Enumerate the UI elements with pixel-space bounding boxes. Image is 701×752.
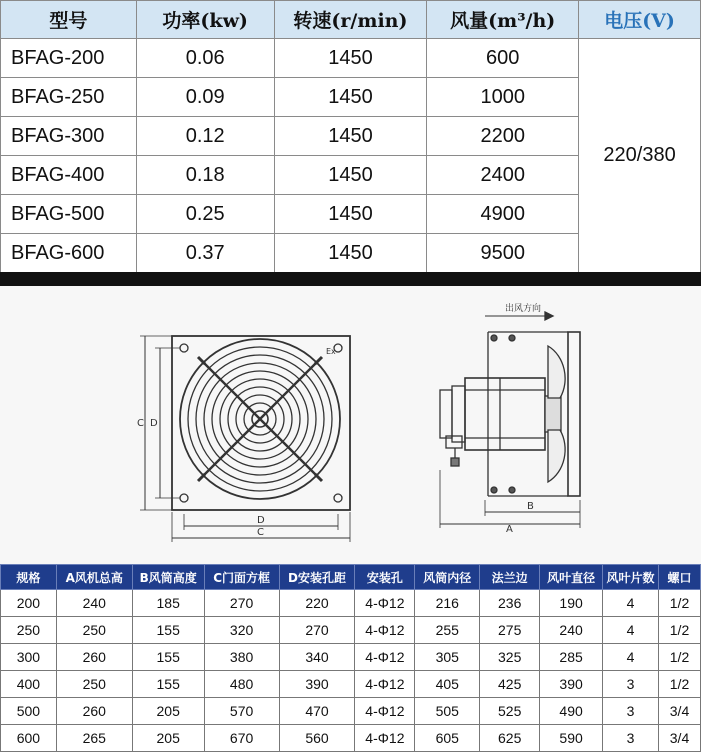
dim-header-flange: 法兰边	[480, 565, 540, 590]
dimension-row	[1, 698, 701, 725]
spec-header-row	[1, 1, 701, 39]
dimension-cell: 490	[540, 698, 603, 725]
dimension-row	[1, 644, 701, 671]
junction-box	[440, 390, 452, 438]
dim-header-b: B风筒高度	[132, 565, 204, 590]
dimension-cell: 240	[540, 617, 603, 644]
spec-table-section	[0, 0, 701, 272]
label-d-horizontal: D	[257, 515, 265, 526]
label-b: B	[527, 501, 534, 512]
spec-cell-power: 0.09	[136, 78, 274, 117]
dimension-cell: 155	[132, 644, 204, 671]
dimension-row	[1, 590, 701, 617]
dimension-cell: 240	[56, 590, 132, 617]
dimension-cell: 4-Φ12	[355, 617, 415, 644]
dimension-header-row	[1, 565, 701, 590]
dimension-row	[1, 671, 701, 698]
dim-header-blade-count: 风叶片数	[603, 565, 659, 590]
section-divider	[0, 272, 701, 286]
dimension-cell: 390	[540, 671, 603, 698]
dimension-cell: 4-Φ12	[355, 671, 415, 698]
dimension-cell: 570	[204, 698, 279, 725]
dimension-cell: 260	[56, 644, 132, 671]
spec-cell-speed: 1450	[274, 78, 427, 117]
spec-cell-speed: 1450	[274, 156, 427, 195]
dimension-cell: 250	[56, 617, 132, 644]
motor-body	[465, 378, 545, 450]
airflow-direction-label: 出风方向	[505, 304, 542, 314]
dimension-cell: 625	[480, 725, 540, 752]
dimension-cell: 380	[204, 644, 279, 671]
dimension-cell: 185	[132, 590, 204, 617]
side-view	[440, 312, 580, 528]
spec-cell-power: 0.12	[136, 117, 274, 156]
dimension-cell: 1/2	[659, 644, 701, 671]
spec-cell-airflow: 1000	[427, 78, 579, 117]
technical-drawing	[0, 286, 701, 564]
dim-header-inner: 风筒内径	[415, 565, 480, 590]
dimension-cell: 255	[415, 617, 480, 644]
dimension-cell: 4	[603, 617, 659, 644]
dimension-cell: 525	[480, 698, 540, 725]
dimension-cell: 220	[279, 590, 355, 617]
dimension-cell: 285	[540, 644, 603, 671]
header-voltage: 电压(V)	[579, 1, 701, 39]
spec-cell-power: 0.06	[136, 39, 274, 78]
dimension-cell: 205	[132, 725, 204, 752]
dimension-cell: 405	[415, 671, 480, 698]
dim-header-spec: 规格	[1, 565, 57, 590]
dimension-cell: 325	[480, 644, 540, 671]
dimension-cell: 670	[204, 725, 279, 752]
dimension-cell: 480	[204, 671, 279, 698]
dimension-cell: 270	[204, 590, 279, 617]
dimension-cell: 4-Φ12	[355, 698, 415, 725]
spec-cell-model: BFAG-300	[1, 117, 137, 156]
front-view	[140, 334, 350, 542]
dimension-cell: 400	[1, 671, 57, 698]
dimension-cell: 3	[603, 698, 659, 725]
dim-header-d: D安装孔距	[279, 565, 355, 590]
drawing-canvas	[0, 286, 701, 564]
spec-cell-airflow: 2400	[427, 156, 579, 195]
dimension-cell: 300	[1, 644, 57, 671]
dimension-cell: 250	[1, 617, 57, 644]
fan-grill	[175, 334, 345, 504]
dimension-cell: 4-Φ12	[355, 725, 415, 752]
dimension-row	[1, 617, 701, 644]
spec-cell-model: BFAG-500	[1, 195, 137, 234]
spec-cell-model: BFAG-400	[1, 156, 137, 195]
spec-cell-power: 0.25	[136, 195, 274, 234]
dimension-row	[1, 725, 701, 752]
dimension-cell: 1/2	[659, 590, 701, 617]
motor-cap	[452, 386, 465, 442]
dimension-cell: 4	[603, 590, 659, 617]
spec-cell-model: BFAG-250	[1, 78, 137, 117]
label-a: A	[506, 524, 513, 535]
label-c-vertical: C	[137, 418, 144, 429]
dimension-cell: 4	[603, 644, 659, 671]
spec-cell-airflow: 2200	[427, 117, 579, 156]
mount-hole-br	[334, 494, 342, 502]
dimension-cell: 305	[415, 644, 480, 671]
dimension-cell: 260	[56, 698, 132, 725]
flange	[568, 332, 580, 496]
dimension-cell: 236	[480, 590, 540, 617]
dimension-cell: 4-Φ12	[355, 644, 415, 671]
spec-cell-model: BFAG-600	[1, 234, 137, 273]
dimension-cell: 470	[279, 698, 355, 725]
spec-table	[0, 0, 701, 273]
dimension-cell: 155	[132, 671, 204, 698]
header-model: 型号	[1, 1, 137, 39]
dimension-cell: 265	[56, 725, 132, 752]
spec-cell-power: 0.37	[136, 234, 274, 273]
dim-header-blade-dia: 风叶直径	[540, 565, 603, 590]
spec-cell-model: BFAG-200	[1, 39, 137, 78]
dimension-cell: 560	[279, 725, 355, 752]
spec-cell-speed: 1450	[274, 234, 427, 273]
spec-cell-power: 0.18	[136, 156, 274, 195]
dim-header-a: A风机总高	[56, 565, 132, 590]
dim-header-thread: 螺口	[659, 565, 701, 590]
dimension-cell: 3	[603, 725, 659, 752]
spec-cell-voltage: 220/380	[579, 39, 701, 273]
dimension-cell: 3	[603, 671, 659, 698]
dimension-cell: 3/4	[659, 725, 701, 752]
dimension-cell: 1/2	[659, 617, 701, 644]
label-d-vertical: D	[150, 418, 158, 429]
spec-row	[1, 39, 701, 78]
dim-header-hole: 安装孔	[355, 565, 415, 590]
dimension-cell: 425	[480, 671, 540, 698]
header-power: 功率(kw)	[136, 1, 274, 39]
dimension-cell: 250	[56, 671, 132, 698]
dimension-table-section	[0, 564, 701, 750]
dimension-cell: 500	[1, 698, 57, 725]
header-speed: 转速(r/min)	[274, 1, 427, 39]
dimension-cell: 275	[480, 617, 540, 644]
dimension-cell: 205	[132, 698, 204, 725]
dimension-cell: 216	[415, 590, 480, 617]
dimension-cell: 505	[415, 698, 480, 725]
spec-cell-speed: 1450	[274, 117, 427, 156]
dimension-cell: 320	[204, 617, 279, 644]
dim-header-c: C门面方框	[204, 565, 279, 590]
dimension-cell: 600	[1, 725, 57, 752]
spec-cell-speed: 1450	[274, 39, 427, 78]
spec-cell-airflow: 600	[427, 39, 579, 78]
dimension-cell: 4-Φ12	[355, 590, 415, 617]
dimension-cell: 590	[540, 725, 603, 752]
mount-hole-tl	[180, 344, 188, 352]
dimension-cell: 390	[279, 671, 355, 698]
mount-hole-bl	[180, 494, 188, 502]
dimension-cell: 190	[540, 590, 603, 617]
spec-cell-airflow: 9500	[427, 234, 579, 273]
dimension-cell: 3/4	[659, 698, 701, 725]
spec-cell-airflow: 4900	[427, 195, 579, 234]
spec-cell-speed: 1450	[274, 195, 427, 234]
dimension-cell: 200	[1, 590, 57, 617]
header-airflow: 风量(m³/h)	[427, 1, 579, 39]
dimension-cell: 1/2	[659, 671, 701, 698]
dimension-cell: 340	[279, 644, 355, 671]
dimension-cell: 270	[279, 617, 355, 644]
dimension-cell: 605	[415, 725, 480, 752]
ex-mark: Ex	[326, 347, 336, 356]
dimension-cell: 155	[132, 617, 204, 644]
label-c-horizontal: C	[257, 527, 264, 538]
dimension-table	[0, 564, 701, 752]
